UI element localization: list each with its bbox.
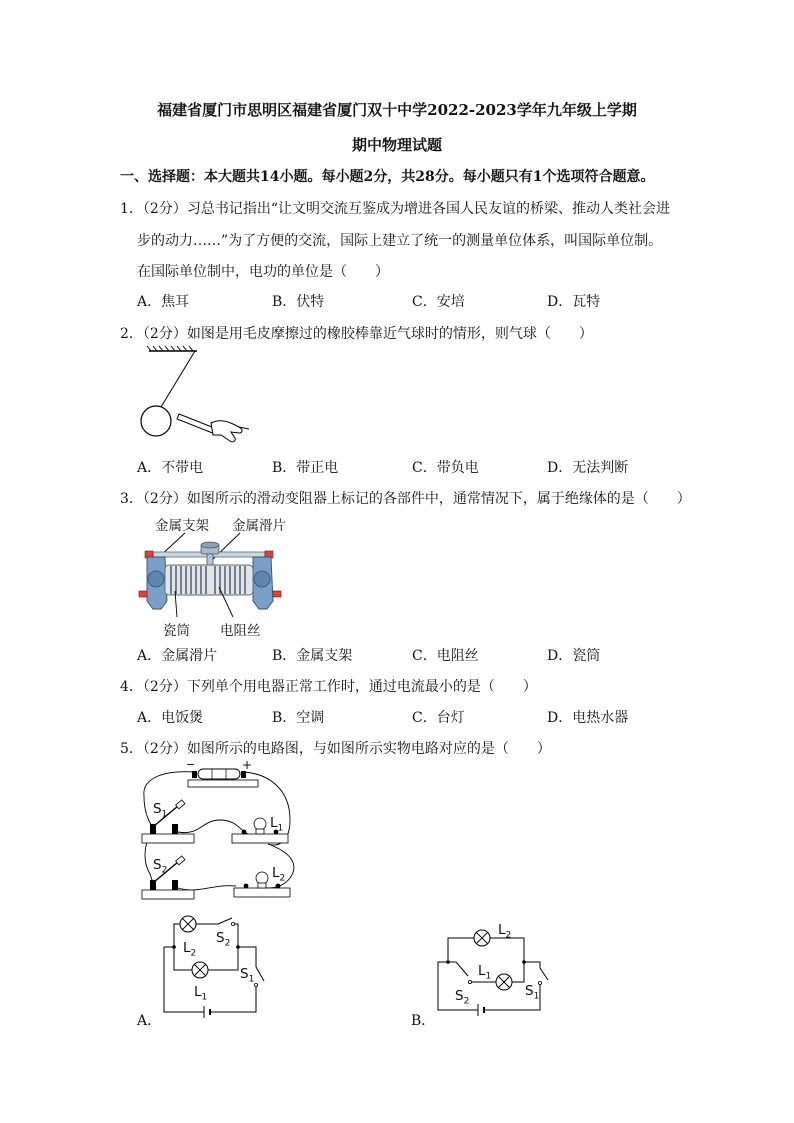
q2-option-b[interactable]: B．带正电 xyxy=(272,460,339,476)
q3-label-wire: 电阻丝 xyxy=(220,623,261,639)
q4-option-d[interactable]: D．电热水器 xyxy=(547,710,629,726)
q3-label-bracket: 金属支架 xyxy=(155,518,209,534)
q5-physical-label-l1: $L_1$ xyxy=(270,815,284,834)
title-line-1: 福建省厦门市思明区福建省厦门双十中学2022-2023学年九年级上学期 xyxy=(157,101,637,119)
q5-physical-label-s1: $S_1$ xyxy=(153,801,168,820)
q1-option-d[interactable]: D．瓦特 xyxy=(547,294,601,310)
q1-option-b[interactable]: B．伏特 xyxy=(272,294,325,310)
q5-b-label-s1: $S_1$ xyxy=(525,983,540,1002)
q3-option-a[interactable]: A．金属滑片 xyxy=(137,648,218,664)
q1-stem-line-1: 1．（2分）习总书记指出“让文明交流互鉴成为增进各国人民友谊的桥梁、推动人类社会进 xyxy=(120,201,670,217)
q5-battery-minus: − xyxy=(186,758,196,771)
q5-physical-label-l2: $L_2$ xyxy=(272,865,286,884)
q4-option-a[interactable]: A．电饭煲 xyxy=(137,710,204,726)
q5-option-a[interactable]: A． xyxy=(137,1013,162,1029)
q5-a-label-l1: $L_1$ xyxy=(194,984,208,1003)
q3-option-b[interactable]: B．金属支架 xyxy=(272,648,353,664)
q5-b-label-l2: $L_2$ xyxy=(498,922,512,941)
q5-battery-plus: + xyxy=(242,758,253,772)
q1-option-c[interactable]: C．安培 xyxy=(412,294,465,310)
q4-stem: 4．（2分）下列单个用电器正常工作时，通过电流最小的是（ ） xyxy=(120,679,537,695)
q5-a-label-s2: $S_2$ xyxy=(216,930,231,949)
q5-b-label-s2: $S_2$ xyxy=(455,988,470,1007)
q2-figure-balloon-rod xyxy=(135,345,265,445)
q3-label-porcelain: 瓷筒 xyxy=(163,623,190,639)
q5-b-label-l1: $L_1$ xyxy=(478,963,492,982)
q3-stem: 3．（2分）如图所示的滑动变阻器上标记的各部件中，通常情况下，属于绝缘体的是（ ） xyxy=(120,491,691,507)
q5-circuit-a[interactable] xyxy=(160,915,270,1015)
q4-option-b[interactable]: B．空调 xyxy=(272,710,325,726)
q5-stem: 5．（2分）如图所示的电路图，与如图所示实物电路对应的是（ ） xyxy=(120,741,551,757)
q2-option-a[interactable]: A．不带电 xyxy=(137,460,204,476)
q1-option-a[interactable]: A．焦耳 xyxy=(137,294,190,310)
q2-stem: 2．（2分）如图是用毛皮摩擦过的橡胶棒靠近气球时的情形，则气球（ ） xyxy=(120,326,593,342)
q4-option-c[interactable]: C．台灯 xyxy=(412,710,465,726)
q2-option-c[interactable]: C．带负电 xyxy=(412,460,479,476)
q5-a-label-s1: $S_1$ xyxy=(240,966,255,985)
q1-stem-line-2: 步的动力……”为了方便的交流，国际上建立了统一的测量单位体系，叫国际单位制。 xyxy=(137,233,663,249)
q5-option-b[interactable]: B． xyxy=(411,1013,436,1029)
q3-label-slider: 金属滑片 xyxy=(232,518,286,534)
q2-option-d[interactable]: D．无法判断 xyxy=(547,460,629,476)
q5-a-label-l2: $L_2$ xyxy=(183,940,197,959)
q3-option-d[interactable]: D．瓷筒 xyxy=(547,648,601,664)
q1-stem-line-3: 在国际单位制中，电功的单位是（ ） xyxy=(137,264,389,280)
q5-circuit-b[interactable] xyxy=(434,920,554,1020)
q5-physical-label-s2: $S_2$ xyxy=(153,857,168,876)
title-line-2: 期中物理试题 xyxy=(351,136,442,154)
q3-option-c[interactable]: C．电阻丝 xyxy=(412,648,479,664)
section-heading: 一、选择题：本大题共14小题。每小题2分，共28分。每小题只有1个选项符合题意。 xyxy=(120,169,655,185)
q3-figure-rheostat xyxy=(135,535,285,620)
